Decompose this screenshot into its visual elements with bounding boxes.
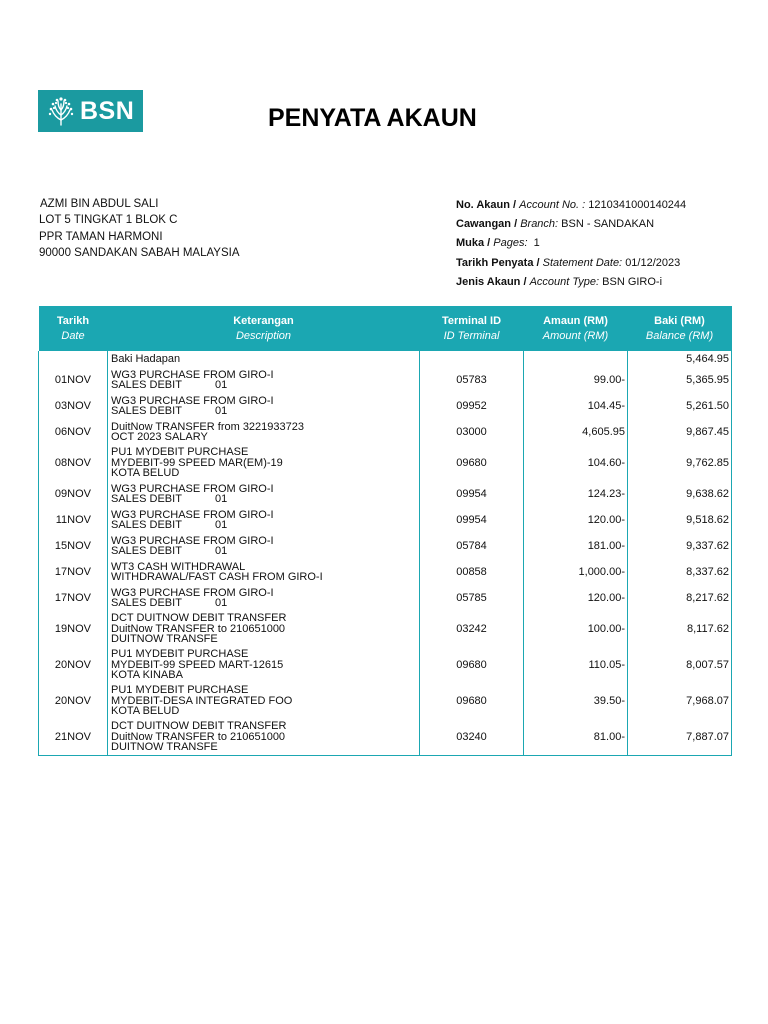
account-type-value: BSN GIRO-i (602, 275, 663, 288)
description-line: OCT 2023 SALARY (111, 431, 208, 443)
account-no-label: No. Akaun (456, 199, 510, 211)
row-date: 11NOV (39, 507, 108, 533)
row-terminal-id: 03242 (420, 611, 524, 647)
row-amount: 99.00- (524, 367, 628, 393)
table-row (39, 481, 732, 507)
row-balance: 9,762.85 (628, 445, 732, 481)
row-date: 08NOV (39, 445, 108, 481)
row-date: 01NOV (39, 367, 108, 393)
description-line: WG3 PURCHASE FROM GIRO-I (111, 534, 274, 547)
bsn-logo (38, 90, 143, 132)
row-date: 17NOV (39, 585, 108, 611)
branch-label: Cawangan (456, 218, 512, 231)
header-description: Keterangan Description (108, 306, 420, 351)
pages-value: 1 (533, 237, 540, 250)
table-row (39, 719, 732, 755)
row-description (108, 393, 420, 419)
row-balance: 5,464.95 (628, 351, 732, 367)
description-line: DuitNow TRANSFER to 210651000 (111, 622, 286, 635)
table-row (39, 351, 732, 367)
row-description (108, 481, 420, 507)
account-no-label-en: Account No. : (519, 199, 586, 211)
account-type-label-en: Account Type: (529, 275, 600, 288)
row-description (108, 507, 420, 533)
table-row (39, 419, 732, 445)
description-line: KOTA KINABA (111, 669, 183, 682)
row-description (108, 351, 420, 367)
row-date: 20NOV (39, 647, 108, 683)
row-amount: 124.23- (524, 481, 628, 507)
table-row (39, 393, 732, 419)
row-description (108, 683, 420, 719)
statement-date-value: 01/12/2023 (625, 256, 681, 269)
address-line-1: LOT 5 TINGKAT 1 BLOK C (39, 214, 178, 227)
row-terminal-id: 05784 (420, 533, 524, 559)
header-date: Tarikh Date (39, 306, 108, 351)
pages-label-en: Pages: (493, 237, 528, 250)
row-amount: 4,605.95 (524, 419, 628, 445)
statement-date-row: Tarikh Penyata / Statement Date: 01/12/2023 (456, 256, 681, 269)
statement-date-label-en: Statement Date: (542, 256, 623, 269)
row-description (108, 367, 420, 393)
row-balance: 5,365.95 (628, 367, 732, 393)
row-date (39, 351, 108, 367)
pages-row: Muka / Pages: 1 (456, 237, 540, 250)
row-description (108, 419, 420, 445)
description-line: DuitNow TRANSFER from 3221933723 (111, 420, 304, 433)
table-row (39, 647, 732, 683)
branch-label-en: Branch: (520, 218, 559, 231)
row-amount: 100.00- (524, 611, 628, 647)
header-amount: Amaun (RM) Amount (RM) (524, 306, 628, 351)
row-balance: 9,867.45 (628, 419, 732, 445)
row-balance: 9,337.62 (628, 533, 732, 559)
row-balance: 7,887.07 (628, 719, 732, 755)
row-amount: 120.00- (524, 507, 628, 533)
row-date: 20NOV (39, 683, 108, 719)
description-line: SALES DEBIT 01 (111, 405, 228, 417)
row-terminal-id: 09680 (420, 683, 524, 719)
row-date: 06NOV (39, 419, 108, 445)
row-amount (524, 351, 628, 367)
tree-logo-icon (48, 96, 74, 126)
pages-label: Muka (456, 237, 485, 250)
customer-name: AZMI BIN ABDUL SALI (40, 198, 159, 210)
row-balance: 7,968.07 (628, 683, 732, 719)
account-type-row: Jenis Akaun / Account Type: BSN GIRO-i (456, 275, 663, 288)
row-balance: 8,337.62 (628, 559, 732, 585)
row-terminal-id: 00858 (420, 559, 524, 585)
row-description (108, 585, 420, 611)
table-row (39, 367, 732, 393)
table-row (39, 611, 732, 647)
row-terminal-id: 09954 (420, 507, 524, 533)
row-terminal-id: 05785 (420, 585, 524, 611)
transactions-body (39, 351, 732, 755)
account-number: 1210341000140244 (588, 199, 687, 211)
row-terminal-id: 09952 (420, 393, 524, 419)
row-balance: 8,217.62 (628, 585, 732, 611)
description-line: WG3 PURCHASE FROM GIRO-I (111, 482, 274, 495)
row-description (108, 611, 420, 647)
row-balance: 8,117.62 (628, 611, 732, 647)
row-terminal-id (420, 351, 524, 367)
description-line: KOTA BELUD (111, 467, 180, 480)
description-line: DUITNOW TRANSFE (111, 741, 218, 753)
description-line: Baki Hadapan (111, 352, 181, 365)
account-number-row: No. Akaun / Account No. : 1210341000140244 (456, 199, 687, 211)
row-terminal-id: 03000 (420, 419, 524, 445)
address-line-3: 90000 SANDAKAN SABAH MALAYSIA (39, 246, 240, 259)
branch-row: Cawangan / Branch: BSN - SANDAKAN (456, 218, 655, 231)
row-date: 21NOV (39, 719, 108, 755)
description-line: SALES DEBIT 01 (111, 379, 228, 391)
table-row (39, 559, 732, 585)
description-line: DCT DUITNOW DEBIT TRANSFER (111, 612, 287, 625)
row-description (108, 719, 420, 755)
description-line: WITHDRAWAL/FAST CASH FROM GIRO-I (111, 571, 323, 583)
table-row (39, 445, 732, 481)
address-line-2: PPR TAMAN HARMONI (39, 230, 163, 243)
description-line: WT3 CASH WITHDRAWAL (111, 560, 246, 573)
account-type-label: Jenis Akaun (456, 275, 521, 288)
header-balance: Baki (RM) Balance (RM) (628, 306, 732, 351)
logo-text: BSN (80, 96, 135, 125)
description-line: SALES DEBIT 01 (111, 519, 228, 531)
row-amount: 81.00- (524, 719, 628, 755)
description-line: MYDEBIT-99 SPEED MAR(EM)-19 (111, 456, 283, 469)
description-line: PU1 MYDEBIT PURCHASE (111, 684, 249, 697)
table-row (39, 683, 732, 719)
description-line: KOTA BELUD (111, 705, 180, 718)
row-terminal-id: 09680 (420, 445, 524, 481)
row-terminal-id: 09954 (420, 481, 524, 507)
page-title: PENYATA AKAUN (268, 104, 477, 132)
row-amount: 110.05- (524, 647, 628, 683)
row-date: 17NOV (39, 559, 108, 585)
description-line: WG3 PURCHASE FROM GIRO-I (111, 586, 274, 599)
table-row (39, 585, 732, 611)
description-line: MYDEBIT-DESA INTEGRATED FOO (111, 694, 293, 707)
row-amount: 1,000.00- (524, 559, 628, 585)
row-date: 09NOV (39, 481, 108, 507)
row-amount: 104.45- (524, 393, 628, 419)
row-terminal-id: 03240 (420, 719, 524, 755)
row-amount: 39.50- (524, 683, 628, 719)
description-line: PU1 MYDEBIT PURCHASE (111, 446, 249, 459)
branch-value: BSN - SANDAKAN (561, 218, 655, 231)
table-header-row (39, 306, 732, 351)
transactions-table (38, 306, 732, 756)
table-row (39, 507, 732, 533)
description-line: WG3 PURCHASE FROM GIRO-I (111, 508, 274, 521)
row-description (108, 647, 420, 683)
row-balance: 5,261.50 (628, 393, 732, 419)
description-line: SALES DEBIT 01 (111, 545, 228, 557)
row-amount: 104.60- (524, 445, 628, 481)
table-row (39, 533, 732, 559)
description-line: WG3 PURCHASE FROM GIRO-I (111, 394, 274, 407)
row-balance: 8,007.57 (628, 647, 732, 683)
row-balance: 9,638.62 (628, 481, 732, 507)
row-date: 19NOV (39, 611, 108, 647)
row-terminal-id: 05783 (420, 367, 524, 393)
row-description (108, 445, 420, 481)
description-line: SALES DEBIT 01 (111, 493, 228, 505)
customer-address-block (39, 196, 240, 261)
account-info-block (456, 199, 686, 295)
description-line: SALES DEBIT 01 (111, 597, 228, 609)
statement-date-label: Tarikh Penyata (456, 256, 534, 269)
row-amount: 181.00- (524, 533, 628, 559)
description-line: WG3 PURCHASE FROM GIRO-I (111, 368, 274, 381)
description-line: DCT DUITNOW DEBIT TRANSFER (111, 720, 287, 732)
row-date: 15NOV (39, 533, 108, 559)
description-line: PU1 MYDEBIT PURCHASE (111, 648, 249, 661)
description-line: DUITNOW TRANSFE (111, 633, 218, 646)
description-line: MYDEBIT-99 SPEED MART-12615 (111, 658, 284, 671)
row-date: 03NOV (39, 393, 108, 419)
row-description (108, 533, 420, 559)
row-terminal-id: 09680 (420, 647, 524, 683)
description-line: DuitNow TRANSFER to 210651000 (111, 730, 286, 743)
row-balance: 9,518.62 (628, 507, 732, 533)
row-amount: 120.00- (524, 585, 628, 611)
header-terminal-id: Terminal ID ID Terminal (420, 306, 524, 351)
row-description (108, 559, 420, 585)
